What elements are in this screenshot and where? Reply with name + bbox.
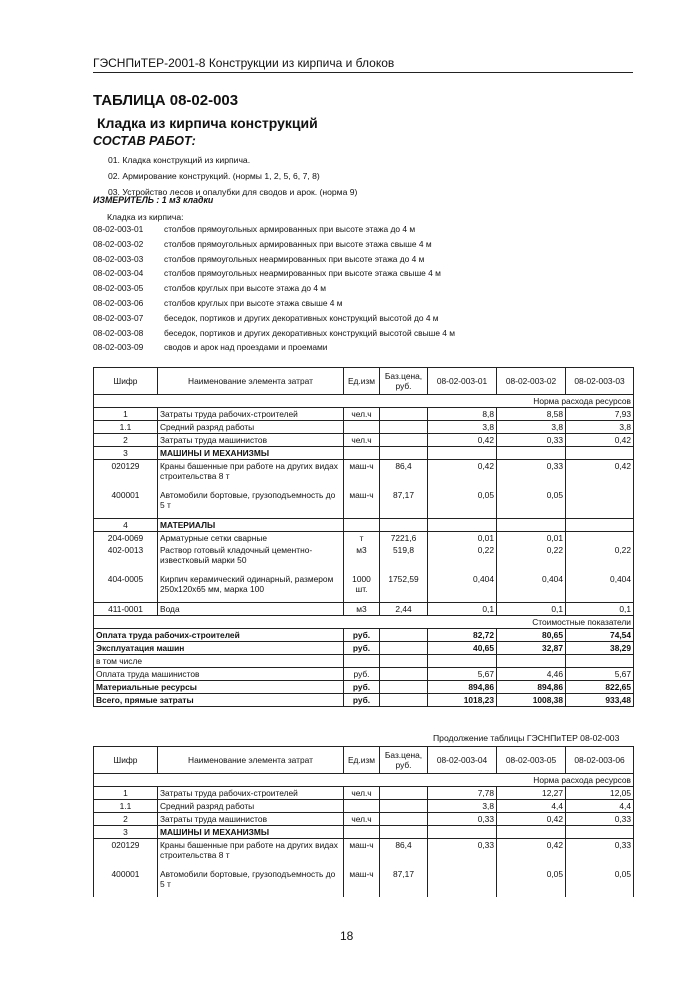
table-cell bbox=[566, 519, 634, 532]
table-number: ТАБЛИЦА 08-02-003 bbox=[93, 92, 239, 109]
table-header-row bbox=[94, 747, 634, 774]
table-row bbox=[94, 603, 634, 616]
table-cell: 0,42 bbox=[497, 813, 566, 826]
table-row bbox=[94, 826, 634, 839]
table-cell bbox=[566, 655, 634, 668]
norm-text: сводов и арок над проездами и проемами bbox=[164, 342, 328, 353]
table-cell: Раствор готовый кладочный цементно-известковый марки 50 bbox=[158, 544, 344, 573]
table-cell: 1018,23 bbox=[428, 694, 497, 707]
table-cell bbox=[344, 655, 380, 668]
table-row bbox=[94, 447, 634, 460]
table-cell bbox=[380, 826, 428, 839]
table-cell bbox=[428, 447, 497, 460]
table-row bbox=[94, 460, 634, 490]
table-cell: 82,72 bbox=[428, 629, 497, 642]
table-cell: 0,01 bbox=[497, 532, 566, 545]
norm-item bbox=[93, 222, 455, 237]
table-cell: 86,4 bbox=[380, 460, 428, 490]
table-cell: 0,33 bbox=[497, 434, 566, 447]
table-cell bbox=[380, 681, 428, 694]
norm-item bbox=[93, 237, 455, 252]
section-label: Стоимостные показатели bbox=[94, 616, 634, 629]
table-cell bbox=[428, 826, 497, 839]
table-cell: 74,54 bbox=[566, 629, 634, 642]
table-cell: 87,17 bbox=[380, 868, 428, 897]
table-cell: 1.1 bbox=[94, 800, 158, 813]
table-cell: 86,4 bbox=[380, 839, 428, 869]
table-cell: 0,05 bbox=[497, 868, 566, 897]
table-cell: 3,8 bbox=[428, 421, 497, 434]
section-label: Норма расхода ресурсов bbox=[94, 395, 634, 408]
table-cell: 0,404 bbox=[566, 573, 634, 603]
table-cell: 3,8 bbox=[497, 421, 566, 434]
page-number: 18 bbox=[340, 929, 354, 943]
table-cell bbox=[497, 826, 566, 839]
cost-row bbox=[94, 668, 634, 681]
table-cell bbox=[344, 421, 380, 434]
table-cell: 402-0013 bbox=[94, 544, 158, 573]
table-cell: маш-ч bbox=[344, 839, 380, 869]
table-cell: 0,22 bbox=[566, 544, 634, 573]
norm-item bbox=[93, 252, 455, 267]
table-cell: 4,4 bbox=[566, 800, 634, 813]
table-cell: 0,33 bbox=[428, 839, 497, 869]
work-item: 02. Армирование конструкций. (нормы 1, 2, 5, 6, 7, 8) bbox=[108, 171, 320, 181]
table-cell: 0,05 bbox=[428, 489, 497, 519]
table-row bbox=[94, 532, 634, 545]
table-cell: 4,4 bbox=[497, 800, 566, 813]
resource-table-1 bbox=[93, 367, 634, 707]
table-cell: 0,33 bbox=[566, 839, 634, 869]
table-cell: 80,65 bbox=[497, 629, 566, 642]
continuation-caption: Продолжение таблицы ГЭСНПиТЕР 08-02-003 bbox=[433, 733, 620, 743]
norm-text: беседок, портиков и других декоративных конструкций высотой до 4 м bbox=[164, 312, 439, 323]
table-cell: 0,42 bbox=[566, 434, 634, 447]
norm-item bbox=[93, 340, 455, 355]
norm-code: 08-02-003-04 bbox=[93, 268, 144, 279]
table-cell: 2 bbox=[94, 813, 158, 826]
table-cell: руб. bbox=[344, 694, 380, 707]
table-cell: 3,8 bbox=[566, 421, 634, 434]
table-cell: 3 bbox=[94, 826, 158, 839]
norm-item bbox=[93, 326, 455, 341]
table-row bbox=[94, 519, 634, 532]
work-item: 01. Кладка конструкций из кирпича. bbox=[108, 155, 251, 165]
section-row bbox=[94, 616, 634, 629]
table-cell: Средний разряд работы bbox=[158, 800, 344, 813]
table-cell: 0,42 bbox=[497, 839, 566, 869]
table-cell: 0,404 bbox=[428, 573, 497, 603]
table-cell: 7221,6 bbox=[380, 532, 428, 545]
sub-heading: Кладка из кирпича: bbox=[107, 212, 184, 222]
table-cell: 894,86 bbox=[428, 681, 497, 694]
table-cell: 32,87 bbox=[497, 642, 566, 655]
resource-table-2 bbox=[93, 746, 634, 897]
table-cell: 0,404 bbox=[497, 573, 566, 603]
table-cell: 020129 bbox=[94, 839, 158, 869]
table-cell: 0,01 bbox=[428, 532, 497, 545]
table-cell: Вода bbox=[158, 603, 344, 616]
table-cell: МАШИНЫ И МЕХАНИЗМЫ bbox=[158, 447, 344, 460]
table-cell bbox=[566, 447, 634, 460]
table-cell: маш-ч bbox=[344, 868, 380, 897]
table-cell: 8,58 bbox=[497, 408, 566, 421]
table-cell: 5,67 bbox=[566, 668, 634, 681]
table-cell: маш-ч bbox=[344, 489, 380, 519]
table-cell: 0,33 bbox=[566, 813, 634, 826]
table-cell: 8,8 bbox=[428, 408, 497, 421]
table-row bbox=[94, 489, 634, 519]
table-cell: руб. bbox=[344, 681, 380, 694]
norm-text: столбов круглых при высоте этажа до 4 м bbox=[164, 283, 327, 294]
header-cell: 08-02-003-01 bbox=[428, 368, 497, 395]
cost-row bbox=[94, 694, 634, 707]
table-cell: Краны башенные при работе на других видах строительства 8 т bbox=[158, 460, 344, 490]
table-cell: 0,22 bbox=[428, 544, 497, 573]
table-cell: 2,44 bbox=[380, 603, 428, 616]
table-title: Кладка из кирпича конструкций bbox=[97, 115, 318, 131]
table-cell bbox=[566, 532, 634, 545]
table-cell: 0,33 bbox=[497, 460, 566, 490]
table-row bbox=[94, 573, 634, 603]
cost-row bbox=[94, 642, 634, 655]
table-cell: 3 bbox=[94, 447, 158, 460]
table-cell bbox=[380, 787, 428, 800]
table-cell bbox=[497, 519, 566, 532]
table-cell: 411-0001 bbox=[94, 603, 158, 616]
table-cell: Кирпич керамический одинарный, размером 250х120х65 мм, марка 100 bbox=[158, 573, 344, 603]
norm-text: столбов прямоугольных неармированных при высоте этажа свыше 4 м bbox=[164, 268, 441, 279]
table-header-row bbox=[94, 368, 634, 395]
norm-text: столбов прямоугольных армированных при высоте этажа свыше 4 м bbox=[164, 238, 432, 249]
table-cell bbox=[344, 800, 380, 813]
table-cell: 519,8 bbox=[380, 544, 428, 573]
table-cell: чел.ч bbox=[344, 813, 380, 826]
table-cell bbox=[344, 447, 380, 460]
cost-row bbox=[94, 655, 634, 668]
table-cell: 1 bbox=[94, 408, 158, 421]
table-cell bbox=[380, 519, 428, 532]
header-cell: 08-02-003-02 bbox=[497, 368, 566, 395]
table-cell: 38,29 bbox=[566, 642, 634, 655]
table-cell bbox=[497, 655, 566, 668]
table-cell bbox=[344, 519, 380, 532]
table-cell: 0,05 bbox=[566, 868, 634, 897]
table-cell: 1 bbox=[94, 787, 158, 800]
norm-code: 08-02-003-08 bbox=[93, 327, 144, 338]
table-cell: 12,27 bbox=[497, 787, 566, 800]
header-cell: 08-02-003-05 bbox=[497, 747, 566, 774]
norm-text: столбов круглых при высоте этажа свыше 4 м bbox=[164, 297, 343, 308]
norm-code: 08-02-003-02 bbox=[93, 238, 144, 249]
table-cell: 0,1 bbox=[497, 603, 566, 616]
table-cell bbox=[566, 826, 634, 839]
table-cell: м3 bbox=[344, 544, 380, 573]
table-cell bbox=[380, 655, 428, 668]
table-cell: 1.1 bbox=[94, 421, 158, 434]
norm-text: столбов прямоугольных неармированных при высоте этажа до 4 м bbox=[164, 253, 425, 264]
section-row bbox=[94, 395, 634, 408]
table-cell: 0,42 bbox=[566, 460, 634, 490]
header-cell: Шифр bbox=[94, 368, 158, 395]
table-row bbox=[94, 800, 634, 813]
table-cell: МАТЕРИАЛЫ bbox=[158, 519, 344, 532]
norm-item bbox=[93, 266, 455, 281]
table-cell: 894,86 bbox=[497, 681, 566, 694]
header-cell: 08-02-003-03 bbox=[566, 368, 634, 395]
header-cell: Ед.изм bbox=[344, 747, 380, 774]
table-row bbox=[94, 839, 634, 869]
table-cell: Затраты труда машинистов bbox=[158, 813, 344, 826]
table-cell: 1000 шт. bbox=[344, 573, 380, 603]
header-cell: Баз.цена, руб. bbox=[380, 368, 428, 395]
table-cell: руб. bbox=[344, 642, 380, 655]
table-row bbox=[94, 813, 634, 826]
table-cell bbox=[497, 447, 566, 460]
table-cell bbox=[380, 642, 428, 655]
norms-list bbox=[93, 222, 455, 355]
norm-text: столбов прямоугольных армированных при высоте этажа до 4 м bbox=[164, 224, 416, 234]
cost-row bbox=[94, 681, 634, 694]
table-cell bbox=[380, 447, 428, 460]
table-cell: в том числе bbox=[94, 655, 344, 668]
table-cell: Затраты труда машинистов bbox=[158, 434, 344, 447]
table-cell: 0,42 bbox=[428, 460, 497, 490]
table-cell: 0,33 bbox=[428, 813, 497, 826]
table-cell: 020129 bbox=[94, 460, 158, 490]
table-row bbox=[94, 787, 634, 800]
table-cell: 7,93 bbox=[566, 408, 634, 421]
table-cell: 1008,38 bbox=[497, 694, 566, 707]
table-cell: Затраты труда рабочих-строителей bbox=[158, 408, 344, 421]
table-cell: 3,8 bbox=[428, 800, 497, 813]
table-cell: 12,05 bbox=[566, 787, 634, 800]
table-cell bbox=[380, 668, 428, 681]
table-cell: Затраты труда рабочих-строителей bbox=[158, 787, 344, 800]
table-cell: Оплата труда рабочих-строителей bbox=[94, 629, 344, 642]
table-cell bbox=[380, 694, 428, 707]
table-cell: 7,78 bbox=[428, 787, 497, 800]
section-row bbox=[94, 774, 634, 787]
running-header: ГЭСНПиТЕР-2001-8 Конструкции из кирпича и блоков bbox=[93, 56, 633, 73]
header-cell: Баз.цена, руб. bbox=[380, 747, 428, 774]
table-cell: Арматурные сетки сварные bbox=[158, 532, 344, 545]
table-cell bbox=[428, 868, 497, 897]
table-cell: Средний разряд работы bbox=[158, 421, 344, 434]
norm-code: 08-02-003-05 bbox=[93, 283, 144, 294]
header-cell: Шифр bbox=[94, 747, 158, 774]
table-cell: 0,1 bbox=[566, 603, 634, 616]
table-cell: 5,67 bbox=[428, 668, 497, 681]
header-cell: Наименование элемента затрат bbox=[158, 368, 344, 395]
norm-code: 08-02-003-03 bbox=[93, 253, 144, 264]
table-cell: 4 bbox=[94, 519, 158, 532]
table-cell: руб. bbox=[344, 668, 380, 681]
composition-label: СОСТАВ РАБОТ: bbox=[93, 134, 196, 148]
table-cell bbox=[428, 655, 497, 668]
table-cell: Автомобили бортовые, грузоподъемность до 5 т bbox=[158, 489, 344, 519]
table-cell: 0,42 bbox=[428, 434, 497, 447]
table-cell bbox=[380, 813, 428, 826]
table-cell: 822,65 bbox=[566, 681, 634, 694]
cost-row bbox=[94, 629, 634, 642]
norm-code: 08-02-003-09 bbox=[93, 342, 144, 353]
table-cell bbox=[428, 519, 497, 532]
table-cell: МАШИНЫ И МЕХАНИЗМЫ bbox=[158, 826, 344, 839]
table-cell: маш-ч bbox=[344, 460, 380, 490]
header-cell: 08-02-003-04 bbox=[428, 747, 497, 774]
table-row bbox=[94, 434, 634, 447]
table-row bbox=[94, 408, 634, 421]
table-cell: Краны башенные при работе на других видах строительства 8 т bbox=[158, 839, 344, 869]
table-cell: 0,05 bbox=[497, 489, 566, 519]
table-cell: 933,48 bbox=[566, 694, 634, 707]
table-cell: Оплата труда машинистов bbox=[94, 668, 344, 681]
measure: ИЗМЕРИТЕЛЬ : 1 м3 кладки bbox=[93, 195, 214, 205]
norm-code: 08-02-003-01 bbox=[93, 224, 144, 234]
table-cell bbox=[380, 629, 428, 642]
table-cell bbox=[380, 408, 428, 421]
section-label: Норма расхода ресурсов bbox=[94, 774, 634, 787]
table-cell: 204-0069 bbox=[94, 532, 158, 545]
header-cell: 08-02-003-06 bbox=[566, 747, 634, 774]
table-cell: 400001 bbox=[94, 868, 158, 897]
norm-code: 08-02-003-06 bbox=[93, 297, 144, 308]
table-cell: 2 bbox=[94, 434, 158, 447]
table-cell bbox=[566, 489, 634, 519]
works-list bbox=[108, 152, 357, 200]
table-cell: чел.ч bbox=[344, 434, 380, 447]
table-row bbox=[94, 544, 634, 573]
table-cell: Эксплуатация машин bbox=[94, 642, 344, 655]
table-cell: м3 bbox=[344, 603, 380, 616]
table-cell bbox=[380, 421, 428, 434]
table-cell: 0,1 bbox=[428, 603, 497, 616]
table-cell: 0,22 bbox=[497, 544, 566, 573]
norm-item bbox=[93, 311, 455, 326]
norm-item bbox=[93, 296, 455, 311]
table-cell: 400001 bbox=[94, 489, 158, 519]
table-cell: Автомобили бортовые, грузоподъемность до 5 т bbox=[158, 868, 344, 897]
table-cell bbox=[380, 800, 428, 813]
norm-text: беседок, портиков и других декоративных конструкций высотой свыше 4 м bbox=[164, 327, 456, 338]
table-cell: Материальные ресурсы bbox=[94, 681, 344, 694]
norm-code: 08-02-003-07 bbox=[93, 312, 144, 323]
table-cell: руб. bbox=[344, 629, 380, 642]
work-item: 03. Устройство лесов и опалубки для сводов и арок. (норма 9) bbox=[108, 187, 358, 197]
table-cell bbox=[380, 434, 428, 447]
header-cell: Ед.изм bbox=[344, 368, 380, 395]
table-cell: 87,17 bbox=[380, 489, 428, 519]
norm-item bbox=[93, 281, 455, 296]
table-cell: Всего, прямые затраты bbox=[94, 694, 344, 707]
table-cell: 40,65 bbox=[428, 642, 497, 655]
header-cell: Наименование элемента затрат bbox=[158, 747, 344, 774]
table-cell: 4,46 bbox=[497, 668, 566, 681]
table-cell bbox=[344, 826, 380, 839]
table-cell: т bbox=[344, 532, 380, 545]
table-cell: 404-0005 bbox=[94, 573, 158, 603]
table-cell: 1752,59 bbox=[380, 573, 428, 603]
table-row bbox=[94, 868, 634, 897]
table-cell: чел.ч bbox=[344, 787, 380, 800]
table-row bbox=[94, 421, 634, 434]
table-cell: чел.ч bbox=[344, 408, 380, 421]
